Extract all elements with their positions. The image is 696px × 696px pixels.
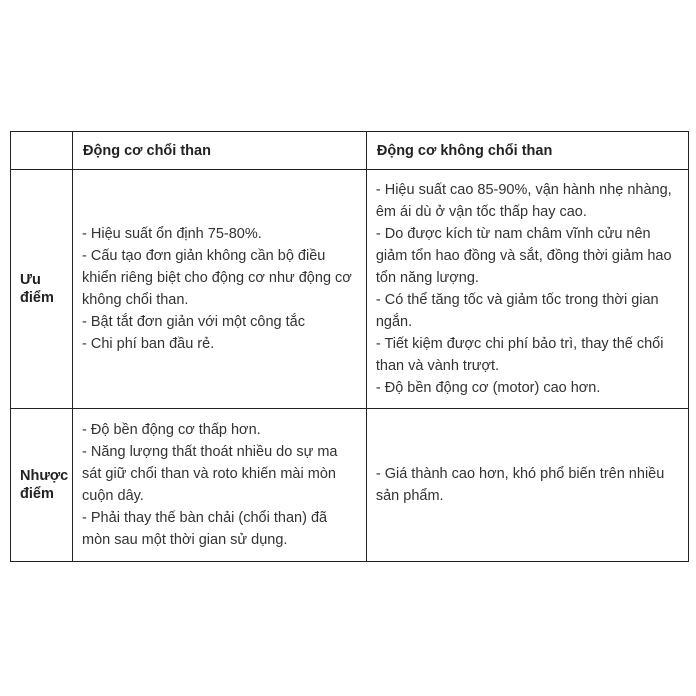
- row-label-disadvantages: Nhược điểm: [11, 409, 73, 562]
- advantages-brushless-cell: [366, 170, 688, 409]
- header-brushed-motor: Động cơ chổi than: [73, 132, 367, 170]
- list-item: - Phải thay thế bàn chải (chổi than) đã mòn sau một thời gian sử dụng.: [82, 510, 328, 548]
- list-item: - Hiệu suất cao 85-90%, vận hành nhẹ nhàng, êm ái dù ở vận tốc thấp hay cao.: [375, 182, 672, 220]
- disadvantages-brushless-cell: [366, 409, 688, 562]
- list-item: - Giá thành cao hơn, khó phổ biến trên nhiều sản phẩm.: [375, 466, 665, 504]
- list-item: - Có thể tăng tốc và giảm tốc trong thời gian ngắn.: [375, 292, 659, 330]
- table-row-disadvantages: [11, 409, 689, 562]
- advantages-brushed-cell: [73, 170, 367, 409]
- list-item: - Chi phí ban đầu rẻ.: [82, 336, 215, 352]
- list-item: - Do được kích từ nam châm vĩnh cửu nên giảm tổn hao đồng và sắt, đồng thời giảm hao tổn năng lượng.: [375, 226, 672, 286]
- list-item: - Bật tắt đơn giản với một công tắc: [82, 314, 305, 330]
- list-item: - Tiết kiệm được chi phí bảo trì, thay thế chổi than và vành trượt.: [375, 336, 664, 374]
- list-item: - Hiệu suất ổn định 75-80%.: [82, 226, 262, 242]
- list-item: - Độ bền động cơ (motor) cao hơn.: [375, 380, 601, 396]
- list-item: - Cấu tạo đơn giản không cần bộ điều khiển riêng biệt cho động cơ như động cơ không chổi than.: [82, 248, 352, 308]
- table-header-row: [11, 132, 689, 170]
- disadvantages-brushed-cell: [73, 409, 367, 562]
- table-row-advantages: [11, 170, 689, 409]
- row-label-advantages: Ưu điểm: [11, 170, 73, 409]
- header-brushless-motor: Động cơ không chổi than: [366, 132, 688, 170]
- list-item: - Năng lượng thất thoát nhiều do sự ma sát giữ chổi than và roto khiến mài mòn cuộn dây.: [82, 444, 338, 504]
- list-item: - Độ bền động cơ thấp hơn.: [82, 422, 261, 438]
- header-empty-cell: [11, 132, 73, 170]
- comparison-table: [10, 131, 689, 562]
